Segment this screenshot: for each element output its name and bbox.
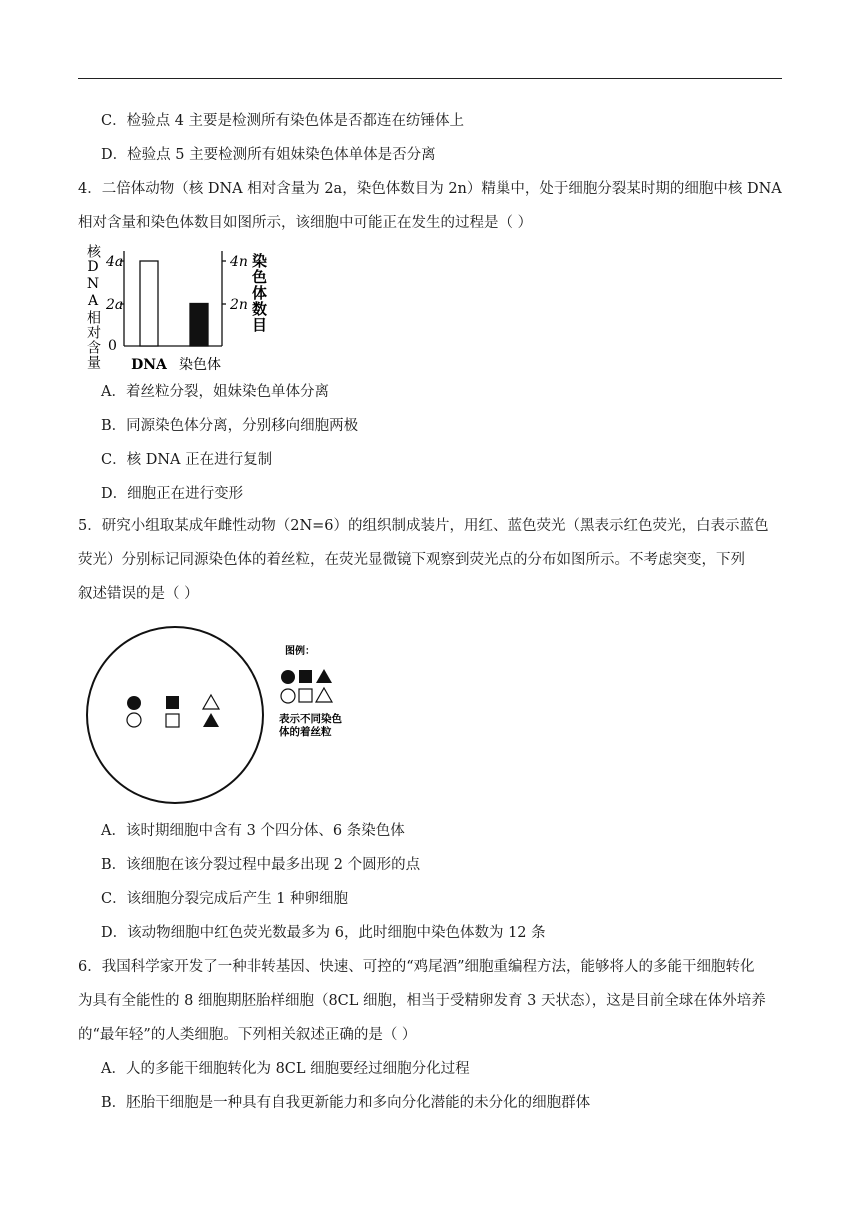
q4-right-axis-label: 染色体数目 [250,253,268,333]
legend-desc-line2: 体的着丝粒 [279,726,332,738]
prev-option-d: D．检验点 5 主要检测所有姐妹染色体单体是否分离 [101,147,436,163]
q4-left-tick-4a: 4a [106,254,124,270]
q4-left-tick-2a: 2a [106,297,124,313]
legend-black-triangle-icon [316,669,332,683]
q4-bar-label-dna: DNA [131,357,167,373]
q4-stem-line1: 4．二倍体动物（核 DNA 相对含量为 2a，染色体数目为 2n）精巢中，处于细胞分裂某时期的细胞中核 DNA [78,181,782,197]
q4-bar-label-chromosome: 染色体 [179,357,221,373]
q4-bar-chromosome [190,304,208,347]
q4-option-c[interactable]: C．核 DNA 正在进行复制 [101,452,273,468]
legend-white-triangle-icon [316,688,332,702]
q4-option-b[interactable]: B．同源染色体分离，分别移向细胞两极 [101,418,359,434]
q6-option-a[interactable]: A．人的多能干细胞转化为 8CL 细胞要经过细胞分化过程 [101,1061,470,1077]
white-square-icon [166,714,179,727]
q4-right-tick-4n: 4n [230,254,248,270]
q4-stem-line2: 相对含量和染色体数目如图所示，该细胞中可能正在发生的过程是（ ） [78,215,533,231]
q4-bar-dna [140,261,158,346]
black-triangle-icon [203,713,219,727]
white-triangle-icon [203,695,219,709]
q4-right-tick-2n: 2n [230,297,248,313]
q5-cell-figure [85,625,370,805]
q6-option-b[interactable]: B．胚胎干细胞是一种具有自我更新能力和多向分化潜能的未分化的细胞群体 [101,1095,591,1111]
black-circle-icon [127,696,141,710]
q5-option-d[interactable]: D．该动物细胞中红色荧光数最多为 6，此时细胞中染色体数为 12 条 [101,925,546,941]
legend-desc-line1: 表示不同染色 [279,713,342,725]
q6-stem-line3: 的“最年轻”的人类细胞。下列相关叙述正确的是（ ） [78,1027,417,1043]
q4-option-d[interactable]: D．细胞正在进行变形 [101,486,244,502]
black-square-icon [166,696,179,709]
q5-stem-line2: 荧光）分别标记同源染色体的着丝粒，在荧光显微镜下观察到荧光点的分布如图所示。不考虑突变，下列 [78,552,745,568]
q5-stem-line3: 叙述错误的是（ ） [78,586,199,602]
white-circle-icon [127,713,141,727]
header-rule [78,78,782,79]
legend-black-circle-icon [281,670,295,684]
q4-bar-chart [80,240,280,375]
legend-title: 图例： [285,646,315,657]
q4-left-axis-label: 核DNA相对含量 [85,244,101,370]
q5-stem-line1: 5．研究小组取某成年雌性动物（2N=6）的组织制成装片，用红、蓝色荧光（黑表示红色荧光，白表示蓝色 [78,518,769,534]
q6-stem-line1: 6．我国科学家开发了一种非转基因、快速、可控的“鸡尾酒”细胞重编程方法，能够将人的多能干细胞转化 [78,959,755,975]
legend-black-square-icon [299,670,312,683]
legend-white-circle-icon [281,689,295,703]
q5-option-a[interactable]: A．该时期细胞中含有 3 个四分体、6 条染色体 [101,823,405,839]
q4-option-a[interactable]: A．着丝粒分裂，姐妹染色单体分离 [101,384,329,400]
q6-stem-line2: 为具有全能性的 8 细胞期胚胎样细胞（8CL 细胞，相当于受精卵发育 3 天状态），这是目前全球在体外培养 [78,993,766,1009]
legend-white-square-icon [299,689,312,702]
q4-left-tick-0: 0 [108,338,117,354]
q5-option-c[interactable]: C．该细胞分裂完成后产生 1 种卵细胞 [101,891,349,907]
q5-option-b[interactable]: B．该细胞在该分裂过程中最多出现 2 个圆形的点 [101,857,421,873]
prev-option-c: C．检验点 4 主要是检测所有染色体是否都连在纺锤体上 [101,113,465,129]
